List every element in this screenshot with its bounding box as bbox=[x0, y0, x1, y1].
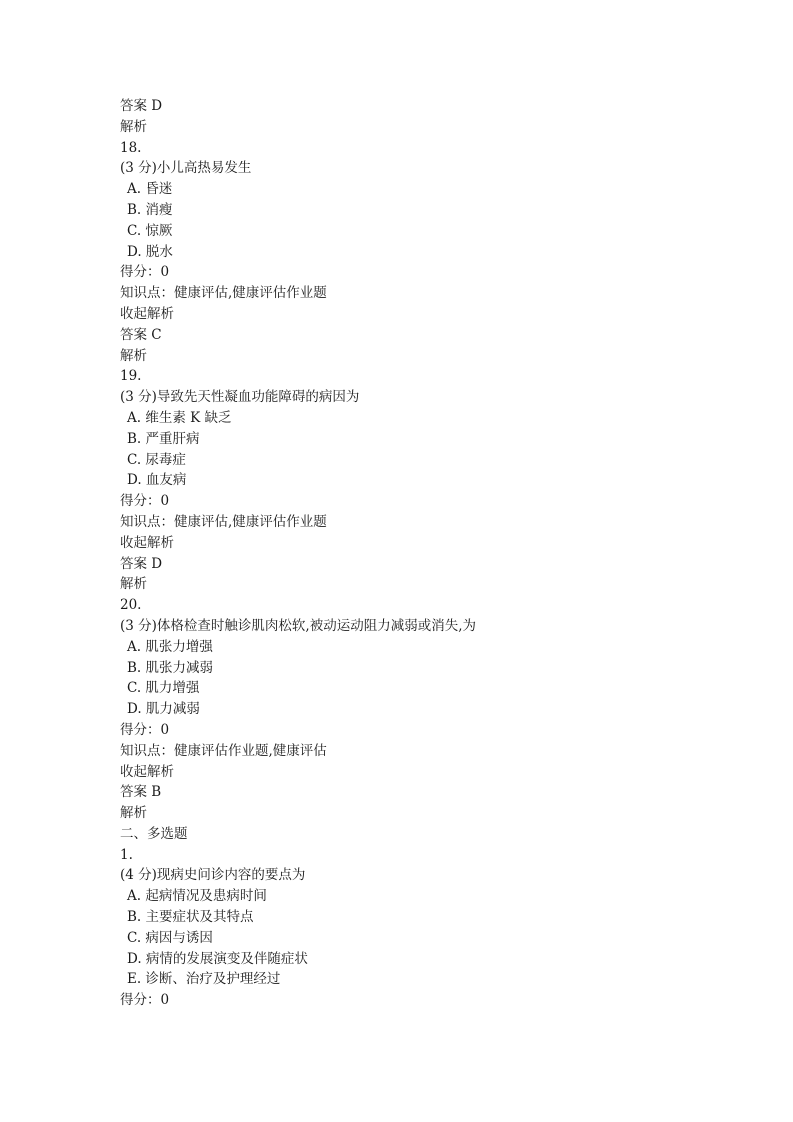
text-line: 解析 bbox=[120, 576, 147, 593]
text-line: 收起解析 bbox=[120, 534, 174, 551]
text-line: 20. bbox=[120, 597, 142, 614]
text-line: 18. bbox=[120, 139, 142, 156]
answer-option: C. 肌力增强 bbox=[127, 680, 200, 697]
answer-option: B. 主要症状及其特点 bbox=[127, 909, 254, 926]
text-line: 得分：0 bbox=[120, 493, 170, 510]
text-line: 得分：0 bbox=[120, 992, 170, 1009]
text-line: 解析 bbox=[120, 347, 147, 364]
text-line: (3 分)小儿高热易发生 bbox=[120, 160, 252, 177]
text-line: (4 分)现病史问诊内容的要点为 bbox=[120, 867, 306, 884]
answer-option: B. 严重肝病 bbox=[127, 430, 200, 447]
text-line: (3 分)导致先天性凝血功能障碍的病因为 bbox=[120, 389, 360, 406]
answer-option: B. 消瘦 bbox=[127, 201, 173, 218]
answer-option: C. 尿毒症 bbox=[127, 451, 186, 468]
answer-option: A. 维生素 K 缺乏 bbox=[127, 409, 232, 426]
answer-option: B. 肌张力减弱 bbox=[127, 659, 214, 676]
text-line: 答案 D bbox=[120, 555, 163, 572]
text-line: (3 分)体格检查时触诊肌肉松软,被动运动阻力减弱或消失,为 bbox=[120, 617, 476, 634]
text-line: 得分：0 bbox=[120, 264, 170, 281]
text-line: 二、多选题 bbox=[120, 825, 188, 842]
answer-option: E. 诊断、治疗及护理经过 bbox=[127, 971, 281, 988]
text-line: 19. bbox=[120, 368, 142, 385]
text-line: 知识点：健康评估作业题,健康评估 bbox=[120, 742, 327, 759]
document-page bbox=[120, 96, 740, 1011]
text-line: 解析 bbox=[120, 118, 147, 135]
text-line: 答案 C bbox=[120, 326, 162, 343]
answer-option: A. 昏迷 bbox=[127, 181, 173, 198]
answer-option: D. 肌力减弱 bbox=[127, 701, 200, 718]
answer-option: A. 起病情况及患病时间 bbox=[127, 888, 267, 905]
answer-option: D. 病情的发展演变及伴随症状 bbox=[127, 950, 308, 967]
text-line: 答案 B bbox=[120, 784, 162, 801]
text-line: 得分：0 bbox=[120, 721, 170, 738]
text-line: 知识点：健康评估,健康评估作业题 bbox=[120, 513, 327, 530]
answer-option: C. 惊厥 bbox=[127, 222, 173, 239]
text-line: 收起解析 bbox=[120, 305, 174, 322]
text-line: 解析 bbox=[120, 805, 147, 822]
answer-option: C. 病因与诱因 bbox=[127, 929, 213, 946]
text-line: 答案 D bbox=[120, 98, 163, 114]
answer-option: D. 脱水 bbox=[127, 243, 173, 260]
answer-option: A. 肌张力增强 bbox=[127, 638, 213, 655]
text-line: 收起解析 bbox=[120, 763, 174, 780]
answer-option: D. 血友病 bbox=[127, 472, 187, 489]
text-line: 知识点：健康评估,健康评估作业题 bbox=[120, 285, 327, 302]
text-line: 1. bbox=[120, 846, 133, 863]
